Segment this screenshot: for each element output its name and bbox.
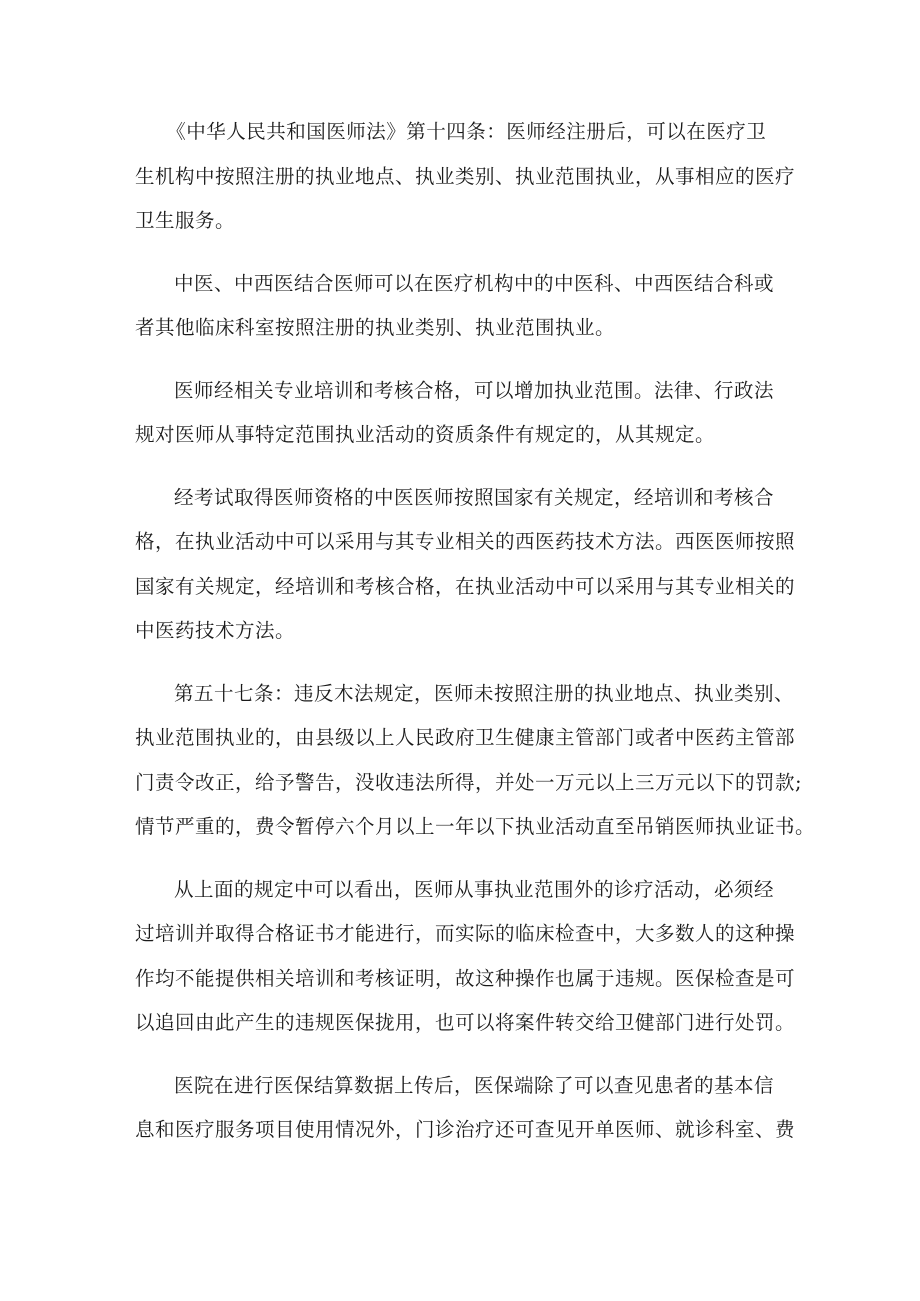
paragraph-5 bbox=[135, 672, 816, 850]
text-line: 生机构中按照注册的执业地点、执业类别、执业范围执业，从事相应的医疗 bbox=[135, 164, 796, 188]
paragraph-4 bbox=[135, 476, 796, 654]
text-line: 者其他临床科室按照注册的执业类别、执业范围执业。 bbox=[135, 316, 616, 339]
text-line: 中医、中西医结合医师可以在医疗机构中的中医科、中西医结合科或 bbox=[174, 271, 775, 295]
text-line: 作均不能提供相关培训和考核证明，故这种操作也属于违规。医保检查是可 bbox=[135, 966, 796, 990]
text-line: 《中华人民共和国医师法》第十四条：医师经注册后，可以在医疗卫 bbox=[166, 120, 767, 143]
text-line: 医师经相关专业培训和考核合格，可以增加执业范围。法律、行政法 bbox=[174, 378, 775, 402]
text-line: 医院在进行医保结算数据上传后，医保端除了可以查见患者的基本信 bbox=[174, 1073, 775, 1097]
text-line: 息和医疗服务项目使用情况外，门诊治疗还可查见开单医师、就诊科室、费 bbox=[135, 1118, 796, 1141]
paragraph-2 bbox=[135, 262, 790, 351]
text-line: 执业范围执业的，由县级以上人民政府卫生健康主管部门或者中医药主管部 bbox=[135, 726, 796, 749]
text-line: 过培训并取得合格证书才能进行，而实际的临床检查中，大多数人的这种操 bbox=[135, 922, 796, 945]
text-line: 国家有关规定，经培训和考核合格，在执业活动中可以采用与其专业相关的 bbox=[135, 574, 796, 598]
paragraph-6 bbox=[135, 868, 796, 1046]
paragraph-7 bbox=[135, 1064, 796, 1153]
text-line: 中医药技术方法。 bbox=[135, 619, 296, 642]
text-line: 卫生服务。 bbox=[135, 209, 236, 232]
text-line: 门责令改正，给予警告，没收违法所得，并处一万元以上三万元以下的罚款; bbox=[135, 770, 803, 794]
text-line: 第五十七条：违反木法规定，医师未按照注册的执业地点、执业类别、 bbox=[174, 681, 795, 705]
paragraph-3 bbox=[135, 369, 790, 458]
text-line: 情节严重的，费令暂停六个月以上一年以下执业活动直至吊销医师执业证书。 bbox=[135, 815, 816, 838]
document-body bbox=[135, 110, 816, 1171]
text-line: 格，在执业活动中可以采用与其专业相关的西医药技术方法。西医医师按照 bbox=[135, 530, 796, 553]
text-line: 规对医师从事特定范围执业活动的资质条件有规定的，从其规定。 bbox=[135, 423, 716, 446]
text-line: 以追回由此产生的违规医保拢用，也可以将案件转交给卫健部门进行处罚。 bbox=[135, 1011, 796, 1034]
text-line: 经考试取得医师资格的中医医师按照国家有关规定，经培训和考核合 bbox=[174, 485, 775, 509]
paragraph-1 bbox=[135, 110, 796, 244]
text-line: 从上面的规定中可以看出，医师从事执业范围外的诊疗活动，必须经 bbox=[174, 877, 775, 901]
